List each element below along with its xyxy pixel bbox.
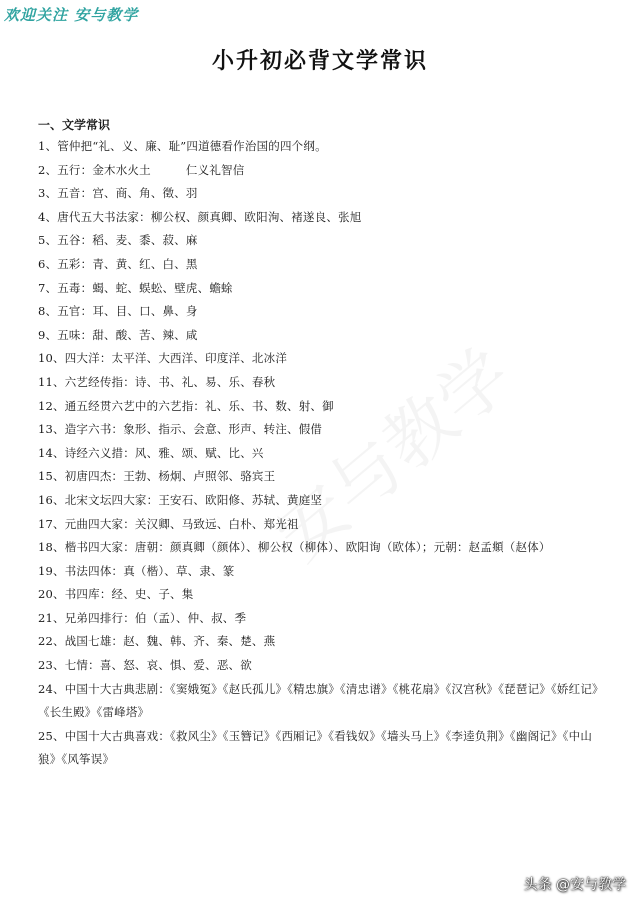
list-item: 23、七情：喜、怒、哀、惧、爱、恶、欲 bbox=[38, 658, 252, 673]
list-item: 20、书四库：经、史、子、集 bbox=[38, 587, 194, 602]
list-item: 24、中国十大古典悲剧：《窦娥冤》《赵氏孤儿》《精忠旗》《清忠谱》《桃花扇》《汉宫秋》《琵琶记》《娇红记》《长生殿》《雷峰塔》 bbox=[38, 681, 598, 720]
list-item: 9、五味：甜、酸、苦、辣、咸 bbox=[38, 327, 198, 342]
list-item: 12、通五经贯六艺中的六艺指：礼、乐、书、数、射、御 bbox=[38, 398, 334, 413]
list-item: 21、兄弟四排行：伯（孟）、仲、叔、季 bbox=[38, 610, 247, 625]
list-item: 19、书法四体：真（楷）、草、隶、篆 bbox=[38, 563, 235, 578]
list-item: 18、楷书四大家：唐朝：颜真卿（颜体）、柳公权（柳体）、欧阳询（欧体）；元朝：赵孟頫（赵体） bbox=[38, 540, 551, 555]
list-item: 10、四大洋：太平洋、大西洋、印度洋、北冰洋 bbox=[38, 351, 288, 366]
list-item: 1、管仲把“礼、义、廉、耻”四道德看作治国的四个纲。 bbox=[38, 139, 327, 153]
list-item: 14、诗经六义措：风、雅、颂、赋、比、兴 bbox=[38, 445, 264, 460]
list-item: 11、六艺经传指：诗、书、礼、易、乐、春秋 bbox=[38, 374, 276, 389]
list-item: 25、中国十大古典喜戏：《救风尘》《玉簪记》《西厢记》《看钱奴》《墙头马上》《李逵负荆》《幽阁记》《中山狼》《风筝误》 bbox=[38, 728, 593, 767]
list-item: 3、五音：宫、商、角、徵、羽 bbox=[38, 186, 198, 201]
list-item: 15、初唐四杰：王勃、杨炯、卢照邻、骆宾王 bbox=[38, 469, 276, 484]
list-item: 22、战国七雄：赵、魏、韩、齐、秦、楚、燕 bbox=[38, 634, 276, 649]
list-item: 5、五谷：稻、麦、黍、菽、麻 bbox=[38, 233, 198, 248]
list-item: 13、造字六书：象形、指示、会意、形声、转注、假借 bbox=[38, 422, 323, 437]
section-heading: 一、文学常识 bbox=[38, 118, 111, 132]
list-item: 6、五彩：青、黄、红、白、黑 bbox=[38, 256, 198, 271]
header-note: 欢迎关注 安与教学 bbox=[4, 6, 139, 24]
list-item: 8、五官：耳、目、口、鼻、身 bbox=[38, 304, 198, 319]
list-item: 17、元曲四大家：关汉卿、马致远、白朴、郑光祖 bbox=[38, 516, 299, 531]
footer-credit: 头条 @安与教学 bbox=[523, 877, 626, 893]
page-title: 小升初必背文学常识 bbox=[211, 49, 428, 74]
list-item: 2、五行：金木水火土 仁义礼智信 bbox=[38, 162, 245, 177]
list-item: 7、五毒：蝎、蛇、蜈蚣、壁虎、蟾蜍 bbox=[38, 280, 233, 295]
list-item: 16、北宋文坛四大家：王安石、欧阳修、苏轼、黄庭坚 bbox=[38, 492, 323, 507]
literature-item-list bbox=[38, 135, 598, 772]
list-item: 4、唐代五大书法家：柳公权、颜真卿、欧阳洵、褚遂良、张旭 bbox=[38, 209, 362, 224]
